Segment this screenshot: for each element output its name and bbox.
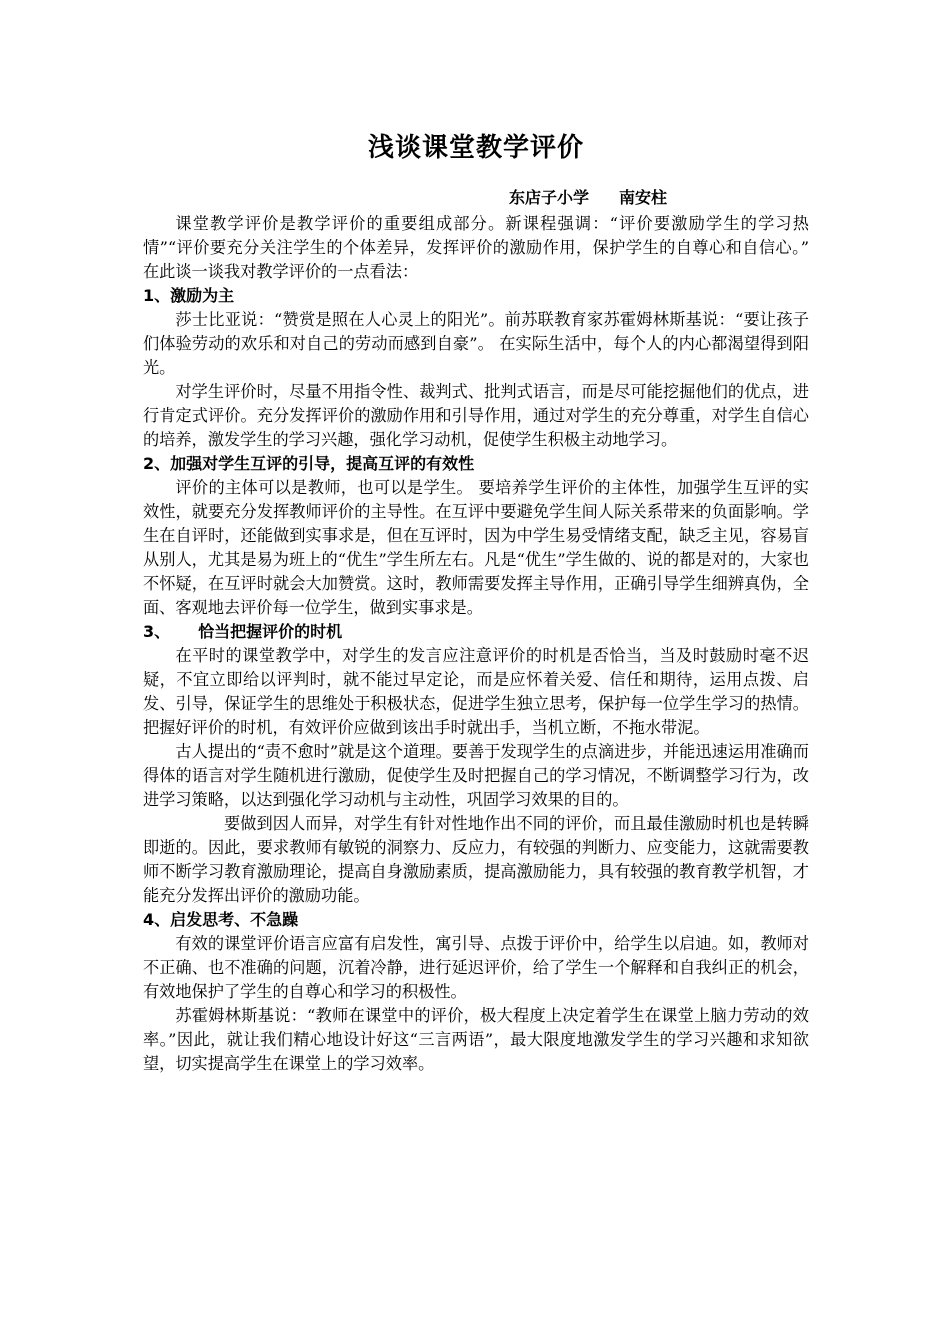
section-heading-2: [143, 452, 809, 476]
paragraph: 在平时的课堂教学中，对学生的发言应注意评价的时机是否恰当，当及时鼓励时毫不迟疑，不宜立即给以评判时，就不能过早定论，而是应怀着关爱、信任和期待，运用点拨、启发、引导，保证学生的思维处于积极状态，促进学生独立思考，保护每一位学生学习的热情。把握好评价的时机，有效评价应做到该出手时就出手，当机立断，不拖水带泥。: [143, 646, 809, 737]
section-title: 加强对学生互评的引导，提高互评的有效性: [170, 454, 475, 473]
section-number: 1、: [143, 286, 171, 305]
paragraph: 评价的主体可以是教师，也可以是学生。 要培养学生评价的主体性，加强学生互评的实效性，就要充分发挥教师评价的主导性。在互评中要避免学生间人际关系带来的负面影响。学生在自评时，还能做到实事求是，但在互评时，因为中学生易受情绪支配，缺乏主见，容易盲从别人，尤其是易为班上的“优生”学生所左右。凡是“优生”学生做的、说的都是对的，大家也不怀疑，在互评时就会大加赞赏。这时，教师需要发挥主导作用，正确引导学生细辨真伪，全面、客观地去评价每一位学生，做到实事求是。: [143, 478, 809, 617]
author-name: 南安柱: [618, 188, 667, 207]
author-school: 东店子小学: [508, 188, 589, 207]
section-heading-3: [143, 620, 809, 644]
section-title: 激励为主: [170, 286, 235, 305]
author-line: [143, 186, 809, 210]
paragraph: 莎士比亚说：“赞赏是照在人心灵上的阳光”。前苏联教育家苏霍姆林斯基说：“要让孩子们体验劳动的欢乐和对自己的劳动而感到自豪”。 在实际生活中，每个人的内心都渴望得到阳光。: [143, 310, 809, 377]
section-title: 恰当把握评价的时机: [198, 622, 343, 641]
paragraph: 要做到因人而异，对学生有针对性地作出不同的评价，而且最佳激励时机也是转瞬即逝的。因此，要求教师有敏锐的洞察力、反应力，有较强的判断力、应变能力，这就需要教师不断学习教育激励理论，提高自身激励素质，提高激励能力，具有较强的教育教学机智，才能充分发挥出评价的激励功能。: [143, 814, 809, 905]
section-title: 启发思考、不急躁: [170, 910, 299, 929]
paragraph: 对学生评价时，尽量不用指令性、裁判式、批判式语言，而是尽可能挖掘他们的优点，进行肯定式评价。充分发挥评价的激励作用和引导作用，通过对学生的充分尊重，对学生自信心的培养，激发学生的学习兴趣，强化学习动机，促使学生积极主动地学习。: [143, 382, 809, 449]
document-page: [143, 128, 809, 1076]
paragraph: 古人提出的“责不愈时”就是这个道理。要善于发现学生的点滴进步，并能迅速运用准确而得体的语言对学生随机进行激励，促使学生及时把握自己的学习情况，不断调整学习行为，改进学习策略，以达到强化学习动机与主动性，巩固学习效果的目的。: [143, 742, 809, 809]
section-number: 4、: [143, 910, 171, 929]
intro-paragraph: 课堂教学评价是教学评价的重要组成部分。新课程强调：“评价要激励学生的学习热情”“评价要充分关注学生的个体差异，发挥评价的激励作用，保护学生的自尊心和自信心。” 在此谈一谈我对教学评价的一点看法：: [143, 214, 809, 281]
section-heading-1: [143, 284, 809, 308]
section-number: 3、: [143, 622, 171, 641]
paragraph: 苏霍姆林斯基说：“教师在课堂中的评价，极大程度上决定着学生在课堂上脑力劳动的效率。”因此，就让我们精心地设计好这“三言两语”，最大限度地激发学生的学习兴趣和求知欲望，切实提高学生在课堂上的学习效率。: [143, 1006, 809, 1073]
section-number: 2、: [143, 454, 171, 473]
section-heading-4: [143, 908, 809, 932]
document-title: 浅谈课堂教学评价: [367, 133, 584, 163]
paragraph: 有效的课堂评价语言应富有启发性，寓引导、点拨于评价中，给学生以启迪。如，教师对不正确、也不准确的问题，沉着冷静，进行延迟评价，给了学生一个解释和自我纠正的机会，有效地保护了学生的自尊心和学习的积极性。: [143, 934, 809, 1001]
